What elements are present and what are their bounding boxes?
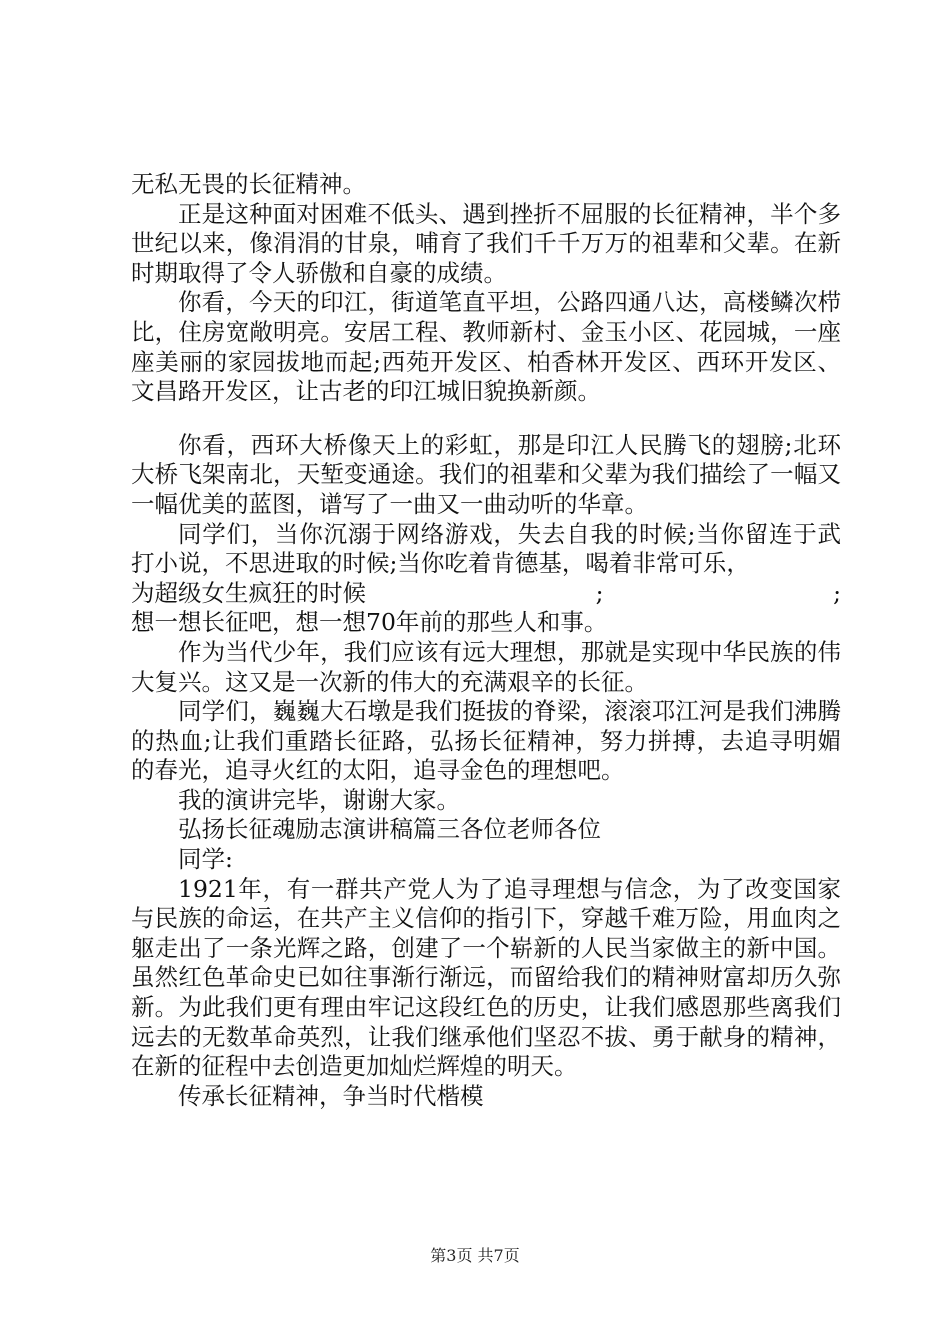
paragraph: 我的演讲完毕，谢谢大家。 (178, 785, 460, 814)
paragraph: 想一想长征吧，想一想70年前的那些人和事。 (131, 608, 608, 637)
paragraph-line-with-blanks (131, 579, 841, 609)
line-segment: ; (595, 578, 604, 607)
paragraph: 无私无畏的长征精神。 (131, 170, 366, 198)
paragraph: 作为当代少年，我们应该有远大理想，那就是实现中华民族的伟大复兴。这又是一次新的伟大的充满艰辛的长征。 (131, 637, 841, 696)
paragraph: 同学: (178, 845, 233, 874)
document-body (131, 170, 841, 1111)
section-heading: 弘扬长征魂励志演讲稿篇三各位老师各位 (178, 815, 601, 844)
paragraph: 你看，西环大桥像天上的彩虹，那是印江人民腾飞的翅膀;北环大桥飞架南北，天堑变通途。我们的祖辈和父辈为我们描绘了一幅又一幅优美的蓝图，谱写了一曲又一曲动听的华章。 (131, 430, 841, 518)
paragraph: 你看，今天的印江，街道笔直平坦，公路四通八达，高楼鳞次栉比，住房宽敞明亮。安居工程、教师新村、金玉小区、花园城，一座座美丽的家园拔地而起;西苑开发区、柏香林开发区、西环开发区、文昌路开发区，让古老的印江城旧貌换新颜。 (131, 288, 841, 406)
page-footer (0, 1246, 950, 1266)
paragraph: 同学们，巍巍大石墩是我们挺拔的脊梁，滚滚邛江河是我们沸腾的热血;让我们重踏长征路，弘扬长征精神，努力拼搏，去追寻明媚的春光，追寻火红的太阳，追寻金色的理想吧。 (131, 697, 841, 785)
paragraph: 正是这种面对困难不低头、遇到挫折不屈服的长征精神，半个多世纪以来，像涓涓的甘泉，哺育了我们千千万万的祖辈和父辈。在新时期取得了令人骄傲和自豪的成绩。 (131, 199, 841, 287)
paragraph: 传承长征精神，争当时代楷模 (178, 1081, 484, 1110)
paragraph: 同学们，当你沉溺于网络游戏，失去自我的时候;当你留连于武打小说，不思进取的时候;当你吃着肯德基，喝着非常可乐， (131, 519, 841, 578)
line-segment: ; (833, 578, 841, 607)
page-number: 第3页 共7页 (430, 1246, 520, 1265)
line-segment: 为超级女生疯狂的时候 (131, 578, 366, 607)
paragraph: 1921年，有一群共产党人为了追寻理想与信念，为了改变国家与民族的命运，在共产主义信仰的指引下，穿越千难万险，用血肉之躯走出了一条光辉之路，创建了一个崭新的人民当家做主的新中国。虽然红色革命史已如往事渐行渐远，而留给我们的精神财富却历久弥新。为此我们更有理由牢记这段红色的历史，让我们感恩那些离我们远去的无数革命英烈，让我们继承他们坚忍不拔、勇于献身的精神，在新的征程中去创造更加灿烂辉煌的明天。 (131, 874, 841, 1081)
